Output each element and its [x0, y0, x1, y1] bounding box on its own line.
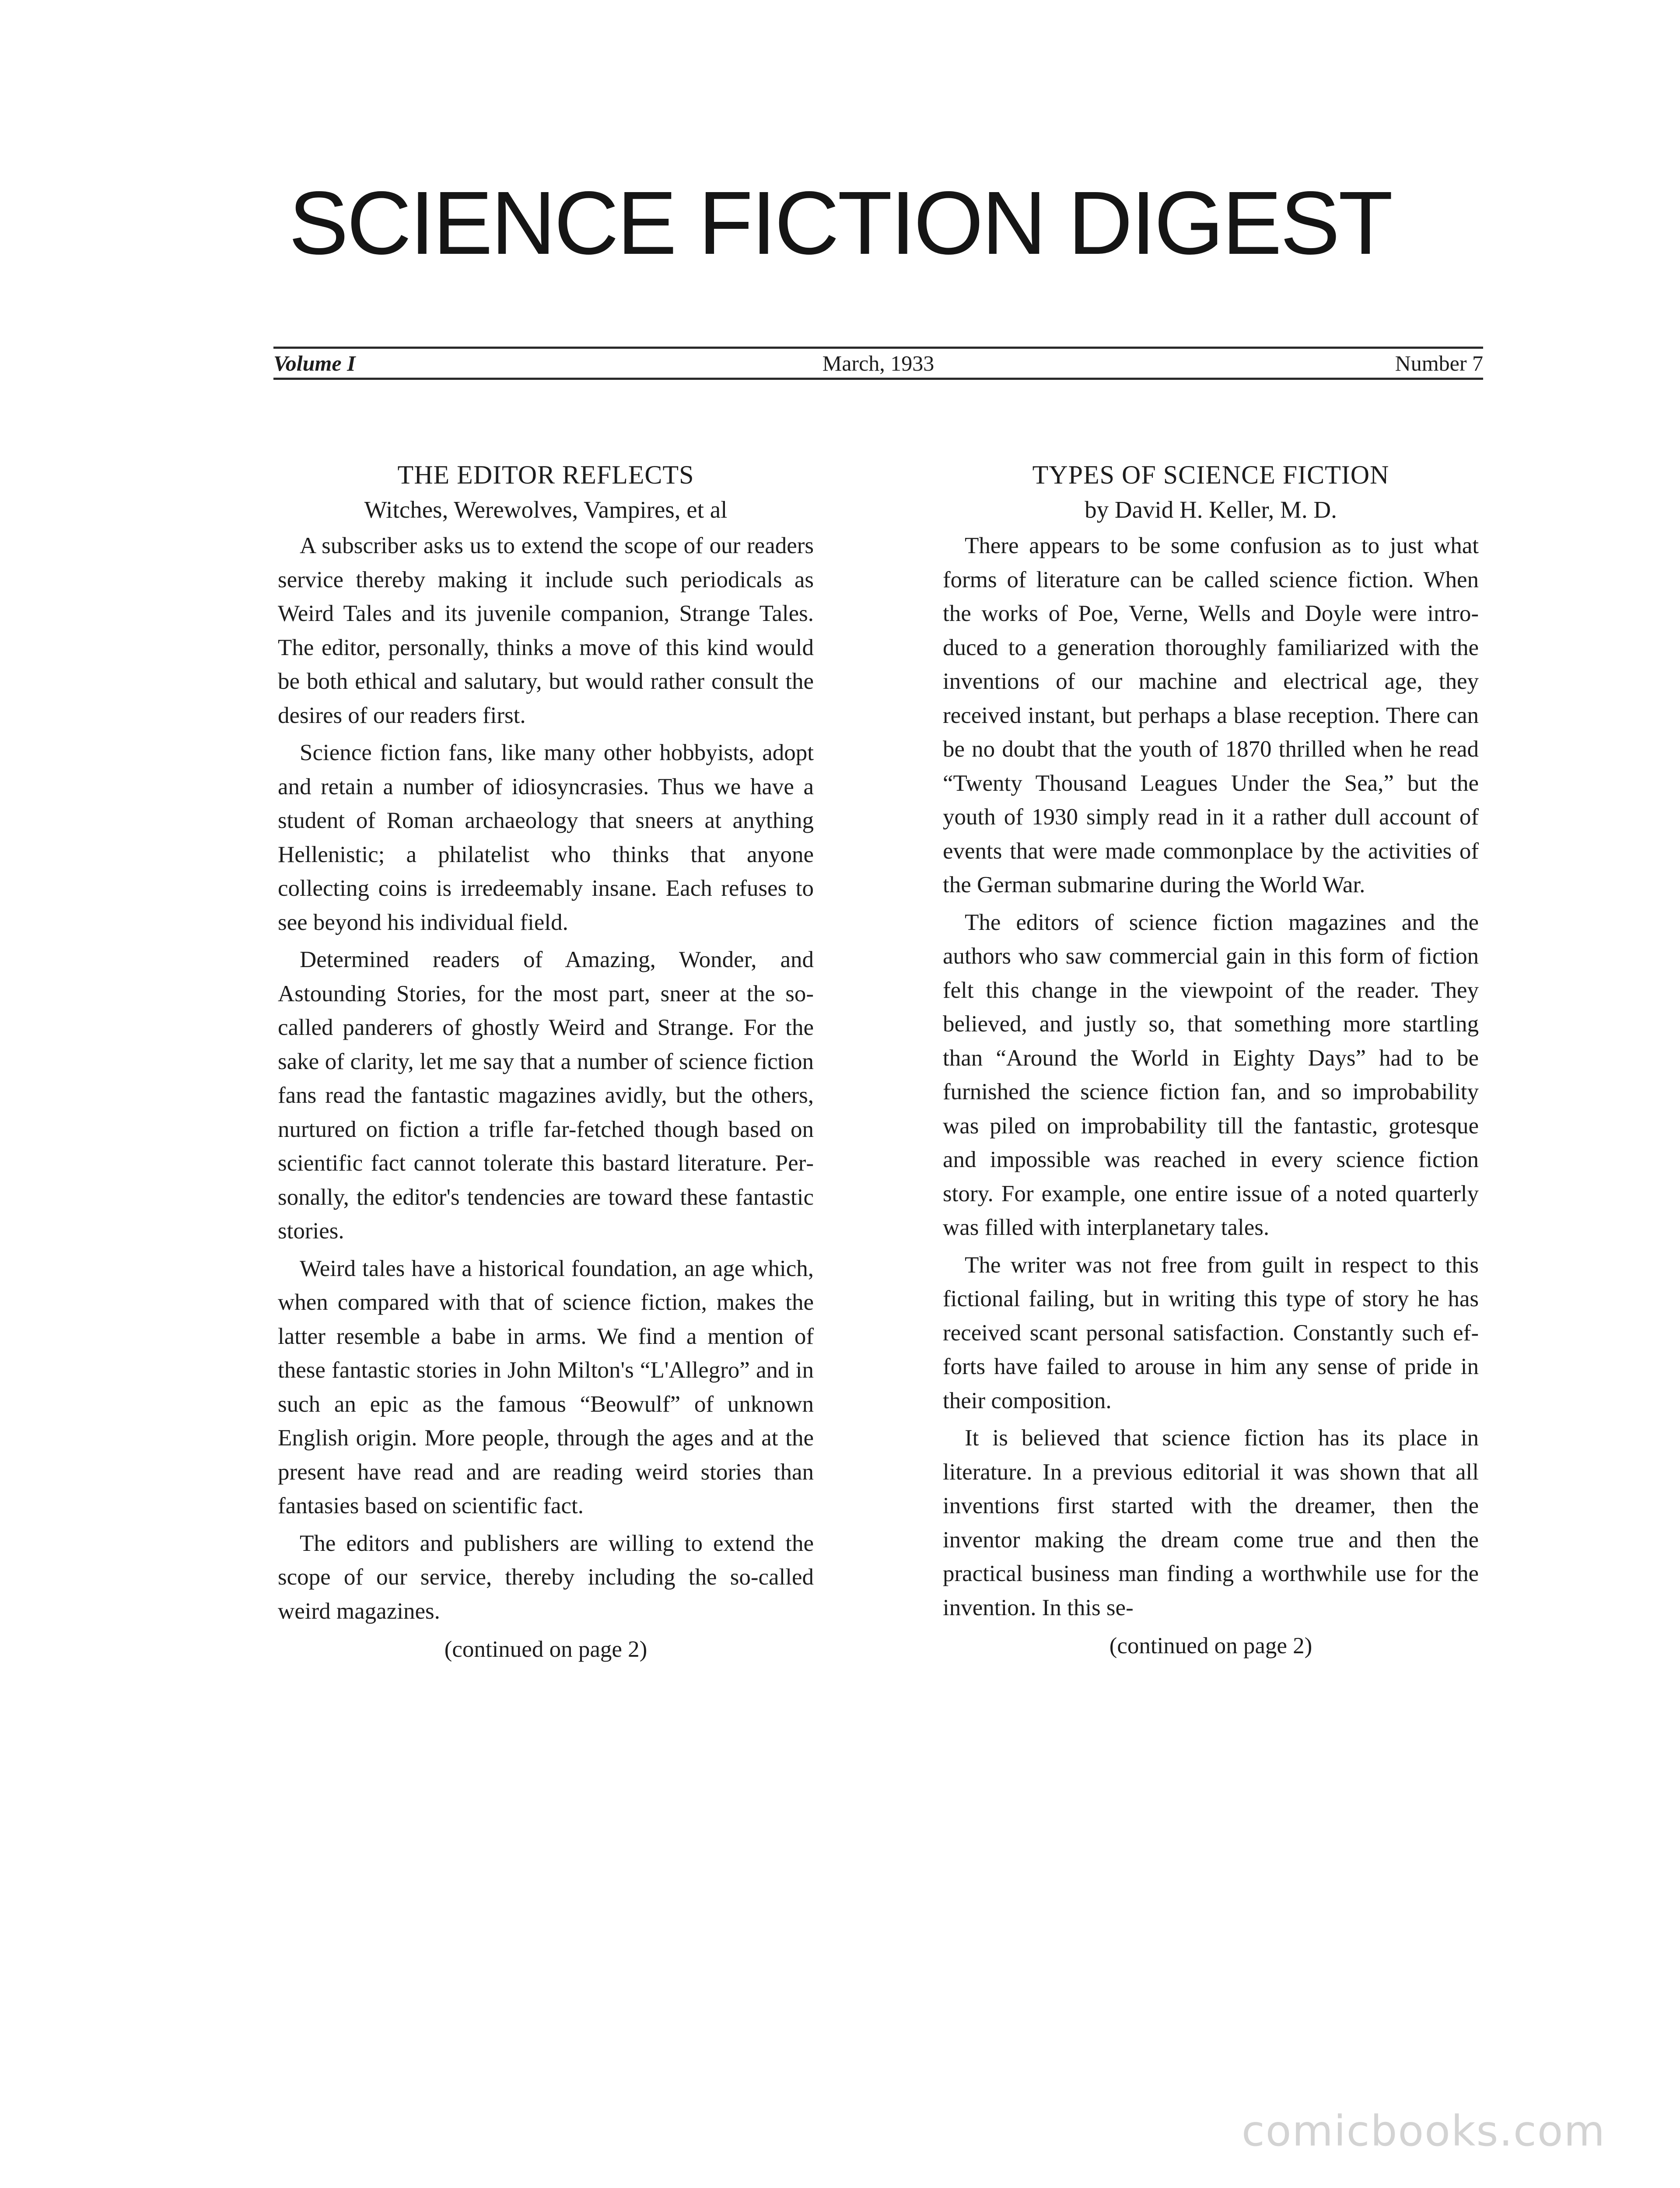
editorial-subheading: Witches, Werewolves, Vampires, et al	[364, 496, 728, 523]
editorial-paragraph: The editors and publishers are willing to extend the scope of our service, thereby including the so-called weird magazines.	[278, 1530, 814, 1624]
article-heading: TYPES OF SCIENCE FICTION	[1032, 460, 1390, 489]
editorial-continued-note: (continued on page 2)	[444, 1637, 648, 1662]
issue-date: March, 1933	[822, 351, 934, 375]
issue-info-line	[273, 350, 1483, 376]
article-paragraph: There appears to be some confusion as to just what forms of literature can be called science fiction. When the works of Poe, Verne, Wells and Doyle were introduced to a generation thoroughly familiarized with the inventions of our machine and electrical age, they received instant, but perhaps a blase reception. There can be no doubt that the youth of 1870 thrilled when he read “Twenty Thousand Leagues Under the Sea,” but the youth of 1930 simply read in it a rather dull account of events that were made commonplace by the activities of the German submarine during the World War.	[943, 533, 1479, 898]
editorial-paragraph: Science fiction fans, like many other hobbyists, adopt and retain a number of idiosyncrasies. Thus we have a student of Roman archaeology that sneers at anything Hellenistic; a philatelist who thinks that anyone collecting coins is irredeemably insane. Each refuses to see beyond his individual field.	[278, 740, 814, 935]
site-watermark: comicbooks.com	[1241, 2107, 1606, 2156]
article-paragraph: The editors of science fiction magazines and the authors who saw commercial gain in this form of fiction felt this change in the viewpoint of the reader. They believed, and justly so, that something more startling than “Around the World in Eighty Days” had to be furnished the science fiction fan, and so improbability was piled on improbability till the fantastic, grotesque and impossible was reached in every science fiction story. For example, one entire issue of a noted quarterly was filled with interplanetary tales.	[943, 909, 1479, 1240]
header-rule-bottom	[273, 378, 1483, 380]
volume-label: Volume I	[273, 351, 356, 375]
article-continued-note: (continued on page 2)	[1109, 1633, 1312, 1659]
editorial-paragraph: Determined readers of Amazing, Wonder, and Astounding Stories, for the most part, sneer at the so-called panderers of ghostly Weird and Strange. For the sake of clarity, let me say that a number of science fiction fans read the fantastic magazines avidly, but the others, nurtured on fiction a trifle far-fetched though based on scientific fact cannot tolerate this bastard literature. Personally, the editor's tendencies are toward these fantastic stories.	[278, 947, 814, 1244]
article-byline: by David H. Keller, M. D.	[1085, 496, 1337, 523]
header-rule-top	[273, 347, 1483, 349]
editorial-paragraph: A subscriber asks us to extend the scope of our readers service thereby making it include such periodicals as Weird Tales and its juvenile companion, Strange Tales. The editor, personally, thinks a move of this kind would be both ethical and salutary, but would rather consult the desires of our readers first.	[278, 533, 814, 728]
editorial-heading: THE EDITOR REFLECTS	[397, 460, 694, 489]
issue-number: Number 7	[1395, 351, 1483, 375]
article-column	[943, 457, 1479, 1667]
article-paragraph: The writer was not free from guilt in respect to this fictional failing, but in writing this type of story he has received scant personal satisfaction. Constantly such efforts have failed to arouse in him any sense of pride in their composition.	[943, 1252, 1479, 1413]
editorial-column	[278, 457, 814, 1670]
editorial-paragraph: Weird tales have a historical foundation, an age which, when compared with that of science fiction, makes the latter resemble a babe in arms. We find a mention of these fantastic stories in John Milton's “L'Allegro” and in such an epic as the famous “Beowulf” of unknown English origin. More people, through the ages and at the present have read and are reading weird stories than fantasies based on scientific fact.	[278, 1255, 814, 1518]
masthead-title: SCIENCE FICTION DIGEST	[288, 173, 1392, 273]
article-paragraph: It is believed that science fiction has its place in literature. In a previous editorial it was shown that all inventions first started with the dreamer, then the inventor making the dream come true and then the practical business man finding a worthwhile use for the invention. In this se-	[943, 1425, 1479, 1620]
